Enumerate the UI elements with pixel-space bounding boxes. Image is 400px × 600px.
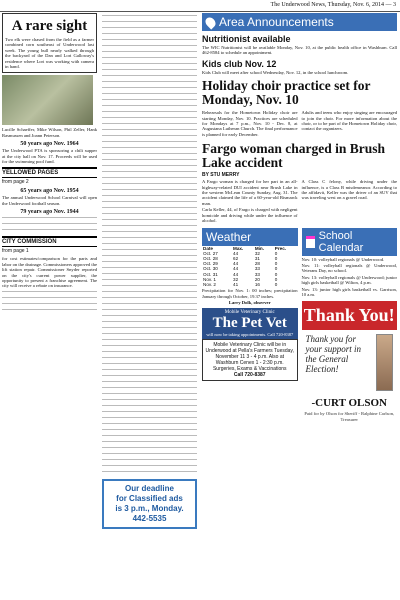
text-filler — [102, 458, 197, 463]
fargo-text-2: A Class C felony, while driving under the influence, is a Class B misdemeanor. According to the affidavit, Keller was the driver of an SUV that was traveling west on a gravel road. — [301, 179, 397, 201]
text-filler — [102, 302, 197, 307]
text-filler — [102, 434, 197, 439]
holiday-choir-text-2: Adults and teens who enjoy singing are encouraged to join the choir. For more information about the choir, or to be part of the Hometown Holiday choir, contact the organizers. — [301, 110, 397, 132]
text-filler — [102, 188, 197, 193]
weather-cell: 44 — [233, 266, 239, 272]
weather-cell: 32 — [233, 276, 239, 282]
text-filler — [102, 74, 197, 79]
text-filler — [102, 428, 197, 433]
text-filler — [102, 110, 197, 115]
text-filler — [2, 302, 97, 307]
text-filler — [102, 380, 197, 385]
text-filler — [102, 242, 197, 247]
pet-vet-ad — [202, 308, 298, 339]
text-filler — [102, 422, 197, 427]
weather-cell: 62 — [233, 255, 239, 261]
pet-vet-phone: Call 720-8387 — [233, 372, 266, 379]
rare-sight-box — [2, 13, 97, 73]
weather-cell: Oct. 28 — [203, 255, 218, 261]
deadline-line: Our deadline — [125, 484, 174, 493]
text-filler — [102, 128, 197, 133]
text-filler — [102, 326, 197, 331]
weather-cell: 33 — [254, 271, 260, 277]
kids-club-text: Kids Club will meet after school Wednesday, Nov. 12, in the school lunchroom. — [202, 69, 349, 75]
text-filler — [102, 20, 197, 25]
text-filler — [102, 404, 197, 409]
thank-you-signature: -CURT OLSON — [302, 395, 398, 411]
weather-cell: 0 — [274, 250, 278, 256]
text-filler — [102, 350, 197, 355]
candidate-photo — [376, 334, 393, 391]
text-filler — [102, 80, 197, 85]
text-filler — [102, 146, 197, 151]
years50-text: The Underwood PTA is sponsoring a chili supper at the city hall on Nov. 17. Proceeds will be used for the swimming pool fund. — [2, 148, 97, 165]
text-filler — [102, 176, 197, 181]
area-announcements-title: Area Announcements — [219, 15, 334, 29]
weather-cell: 16 — [254, 281, 260, 287]
text-filler — [102, 62, 197, 67]
weather-cell: 0 — [274, 255, 278, 261]
text-filler — [102, 356, 197, 361]
years65-heading: 65 years ago Nov. 1954 — [20, 188, 79, 195]
text-filler — [2, 222, 97, 227]
fargo-text-3: Carla Keller, 44, of Fargo is charged with negligent homicide and driving while under the influence of alcohol. — [202, 207, 298, 224]
calendar-and-thanks — [302, 228, 398, 423]
weather-box — [202, 228, 298, 423]
kids-club-title: Kids club Nov. 12 — [202, 58, 277, 69]
table-row — [202, 282, 298, 287]
weather-cell: 44 — [233, 261, 239, 267]
text-filler — [102, 236, 197, 241]
weather-calendar-row — [202, 228, 397, 423]
text-filler — [102, 314, 197, 319]
city-commission-heading: CITY COMMISSION — [2, 236, 97, 247]
weather-cell: 0 — [274, 261, 278, 267]
weather-cell: 0 — [274, 276, 278, 282]
text-filler — [102, 398, 197, 403]
text-filler — [2, 290, 97, 295]
text-filler — [102, 338, 197, 343]
pet-vet-body: Mobile Veterinary Clinic will be in Underwood at Pella's Farmers Tuesday, November 11 3 - 4 p.m. Also at Washburn Cenex 1 - 2:30 p.m. — [205, 342, 294, 367]
text-filler — [102, 452, 197, 457]
pushpin-icon — [203, 15, 217, 29]
weather-cell: Oct. 30 — [203, 266, 218, 272]
column-left — [2, 13, 97, 314]
yellowed-pages-heading: YELLOWED PAGES — [2, 167, 97, 178]
pet-vet-title: The Pet Vet — [212, 315, 287, 332]
calendar-item: Nov. 11: volleyball regionals @ Underwood, Veterans Day, no school. — [301, 262, 397, 274]
weather-cell: 44 — [233, 271, 239, 277]
weather-col-header: Min. — [254, 245, 265, 251]
rare-sight-caption: Two elk were chased from the field as a farmer combined corn southeast of Underwood last week. The young bull nearly walked through the backyard of the Dan and Lori Galloway's residence where Lori was working with camera in hand. — [5, 37, 94, 70]
text-filler — [102, 416, 197, 421]
text-filler — [102, 182, 197, 187]
classified-deadline-box — [102, 479, 197, 529]
text-filler — [102, 164, 197, 169]
weather-col-header: Prec. — [274, 245, 287, 251]
weather-cell: 28 — [254, 261, 260, 267]
text-filler — [102, 170, 197, 175]
text-filler — [102, 368, 197, 373]
years65-text: The annual Underwood School Carnival will open the Underwood football season. — [2, 195, 97, 206]
text-filler — [102, 92, 197, 97]
rare-sight-title: A rare sight — [11, 18, 88, 34]
text-filler — [102, 290, 197, 295]
fargo-byline: BY STU MERRY — [202, 172, 240, 179]
text-filler — [102, 446, 197, 451]
text-filler — [2, 296, 97, 301]
pet-vet-top: Mobile Veterinary Clinic — [224, 310, 275, 316]
yellowed-pages-sub: from page 2 — [2, 179, 29, 186]
years50-heading: 50 years ago Nov. 1964 — [20, 141, 79, 148]
bylines-text: Lucille Schaeffer, Mike Wilson, Phil Zeller, Hank Rasmussen and Joann Peterson. — [2, 127, 97, 138]
text-filler — [102, 104, 197, 109]
text-filler — [102, 392, 197, 397]
area-announcements-header — [202, 13, 397, 31]
text-filler — [102, 386, 197, 391]
pet-vet-services: Surgeries, Exams & Vaccinations — [212, 366, 287, 373]
text-filler — [102, 68, 197, 73]
text-filler — [102, 362, 197, 367]
nutritionist-text: The WIC Nutritionist will be available Monday, Nov. 10, at the public health office in Washburn. Call 462-8584 to schedule an appointment. — [202, 45, 397, 56]
page-header — [0, 0, 400, 12]
weather-cell: 0 — [274, 281, 278, 287]
text-filler — [102, 206, 197, 211]
text-filler — [102, 218, 197, 223]
weather-col-header: Max. — [233, 245, 244, 251]
text-filler — [102, 278, 197, 283]
weather-note: Precipitation for Nov. 1: 00 inches; precipitation January through October, 19.37 inches. — [202, 288, 298, 299]
years79-heading: 79 years ago Nov. 1944 — [20, 209, 79, 216]
city-commission-text: for cost estimates/comparison for the parts and labor on the drainage. Commissioners approved the lift station repair. Commissioner Snyder reported on the city's current power supplier, the opportunity to present a franchise agreement. The city will receive a rebate on insurance. — [2, 256, 97, 289]
text-filler — [102, 440, 197, 445]
text-filler — [102, 296, 197, 301]
text-filler — [102, 86, 197, 91]
nutritionist-announcement — [202, 34, 397, 75]
text-filler — [102, 32, 197, 37]
text-filler — [102, 470, 197, 475]
text-filler — [102, 26, 197, 31]
column-middle — [102, 13, 197, 529]
paper-title: The Underwood News, Thursday, Nov. 6, 2014 — 3 — [270, 2, 396, 8]
school-calendar-title: School Calendar — [318, 229, 364, 254]
text-filler — [102, 332, 197, 337]
column-right — [202, 13, 397, 422]
weather-title: Weather — [202, 228, 298, 246]
text-filler — [102, 194, 197, 199]
calendar-item: Nov. 13: junior high girls basketball vs. Garrison, 10 a.m. — [301, 286, 397, 297]
text-filler — [102, 284, 197, 289]
weather-cell: 32 — [254, 250, 260, 256]
text-filler — [102, 224, 197, 229]
thank-you-headline: Thank You! — [303, 305, 395, 326]
holiday-choir-text-1: Rehearsals for the Hometown Holiday choir are starting Monday, Nov. 10. Practices are scheduled for Mondays at 7 p.m., Nov. 10 - Dec. 8, at Augustana Lutheran Church. The final performance is planned for early December. — [202, 110, 298, 137]
text-filler — [102, 320, 197, 325]
weather-cell: 44 — [233, 250, 239, 256]
weather-cell: Oct. 31 — [203, 271, 218, 277]
text-filler — [102, 230, 197, 235]
deadline-line: is 3 p.m., Monday. — [115, 504, 184, 513]
pet-vet-subtitle: will now be taking appointments. Call 720-8387 — [206, 332, 294, 338]
calendar-icon — [306, 236, 315, 248]
text-filler — [102, 308, 197, 313]
nutritionist-title: Nutritionist available — [202, 34, 291, 44]
weather-cell: Nov. 2 — [203, 281, 216, 287]
text-filler — [102, 140, 197, 145]
text-filler — [102, 152, 197, 157]
city-commission-sub: from page 1 — [2, 248, 29, 255]
text-filler — [102, 410, 197, 415]
weather-cell: 20 — [254, 276, 260, 282]
weather-cell: Oct. 27 — [203, 250, 218, 256]
weather-cell: Oct. 29 — [203, 261, 218, 267]
text-filler — [102, 158, 197, 163]
text-filler — [102, 212, 197, 217]
holiday-choir-headline: Holiday choir practice set for Monday, Nov. 10 — [202, 78, 371, 108]
deadline-phone: 442-5535 — [132, 514, 167, 523]
weather-cell: 33 — [254, 266, 260, 272]
thank-you-body: Thank you for your support in the General Election! — [305, 334, 362, 375]
weather-col-header: Date — [203, 245, 213, 251]
text-filler — [102, 200, 197, 205]
text-filler — [2, 308, 97, 313]
text-filler — [102, 266, 197, 271]
text-filler — [102, 50, 197, 55]
text-filler — [102, 116, 197, 121]
pet-vet-body-box — [202, 339, 298, 381]
fargo-body — [202, 178, 397, 224]
elk-photo — [2, 75, 93, 125]
thank-you-ad — [302, 301, 398, 422]
text-filler — [2, 216, 97, 221]
weather-table — [202, 246, 298, 288]
text-filler — [102, 98, 197, 103]
text-filler — [102, 344, 197, 349]
text-filler — [102, 254, 197, 259]
thank-you-paid-by: Paid for by Olson for Sheriff - Ralphine Carlson, Treasurer — [302, 411, 398, 422]
weather-cell: 0 — [274, 266, 278, 272]
weather-cell: Nov. 1 — [203, 276, 216, 282]
fargo-headline: Fargo woman charged in Brush Lake accident — [202, 141, 386, 171]
text-filler — [102, 44, 197, 49]
text-filler — [102, 464, 197, 469]
text-filler — [102, 56, 197, 61]
weather-cell: 41 — [233, 281, 239, 287]
calendar-item: Nov. 10: volleyball regionals @ Underwood. — [301, 256, 385, 262]
text-filler — [2, 228, 97, 233]
weather-cell: 31 — [254, 255, 260, 261]
fargo-text-1: A Fargo woman is charged for her part in an all-highway-related DUI accident near Brush Lake in the western McLean County Sunday, Aug. 31. The accident claimed the life of a 60-year-old Bismarck man. — [202, 179, 298, 206]
calendar-item: Nov. 13: volleyball regionals @ Underwood; junior high girls basketball @ Wilton, 4 p.m. — [301, 274, 397, 286]
weather-credit: Larry Dolk, observer — [228, 299, 271, 305]
school-calendar-header — [302, 228, 398, 256]
holiday-choir-body — [202, 109, 397, 138]
text-filler — [102, 374, 197, 379]
text-filler — [102, 122, 197, 127]
text-filler — [102, 272, 197, 277]
text-filler — [102, 248, 197, 253]
text-filler — [102, 14, 197, 19]
text-filler — [102, 134, 197, 139]
text-filler — [102, 260, 197, 265]
weather-cell: 0 — [274, 271, 278, 277]
thank-you-body-row — [302, 330, 398, 395]
text-filler — [102, 38, 197, 43]
deadline-line: for Classified ads — [116, 494, 183, 503]
